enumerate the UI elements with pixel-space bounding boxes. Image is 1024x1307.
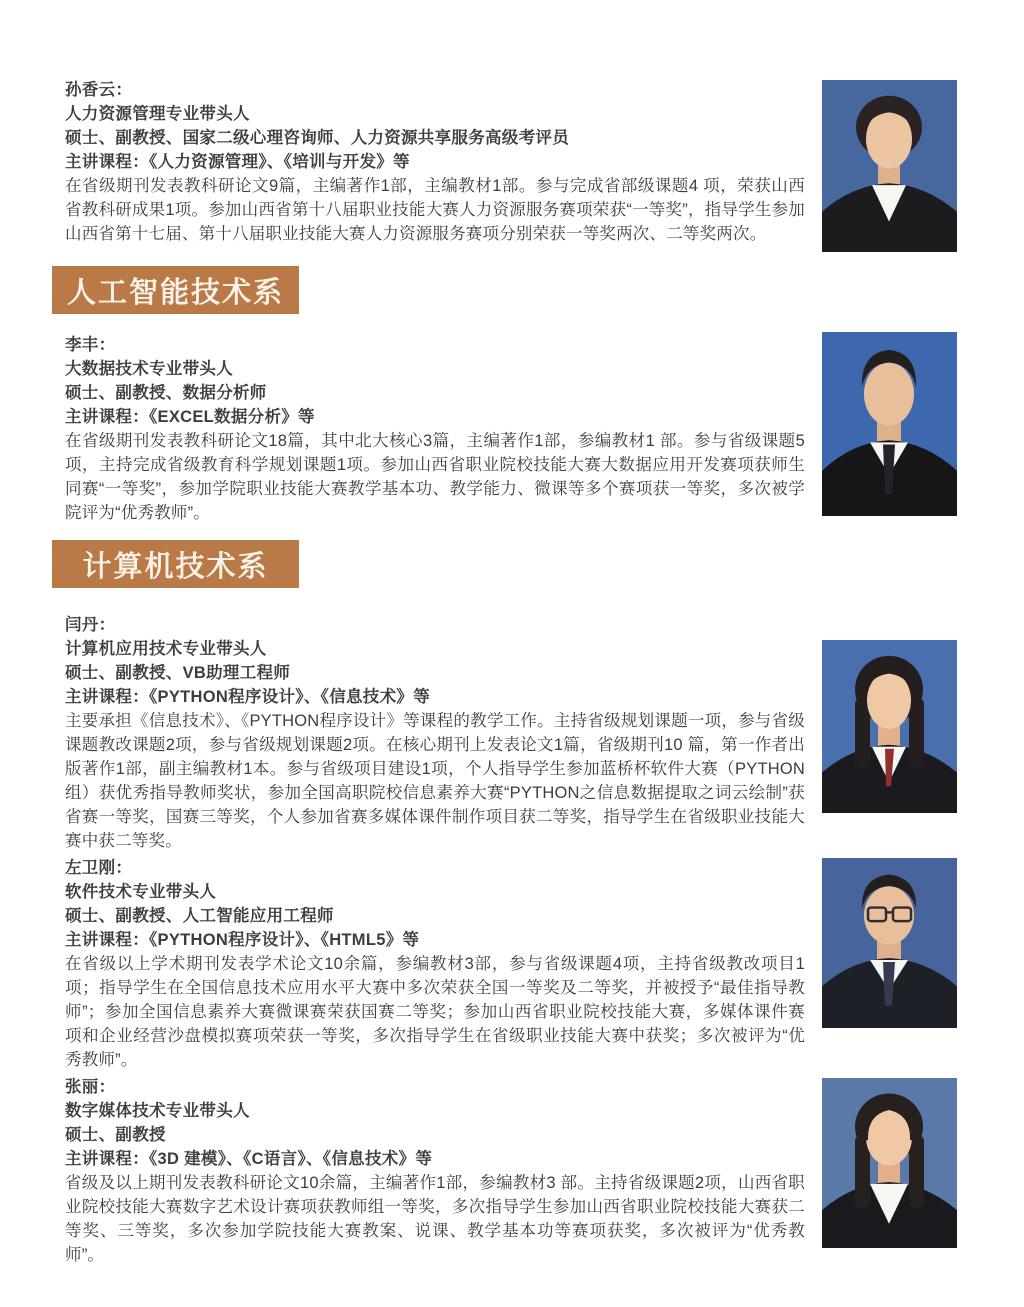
portrait-photo-zhang-li <box>822 1078 957 1248</box>
profile-name: 张丽： <box>65 1078 116 1096</box>
profile-sun-xiangyun <box>65 78 805 246</box>
man-portrait-icon <box>822 332 957 516</box>
profile-name: 孙香云： <box>65 81 133 99</box>
profile-courses: 主讲课程：《3D 建模》、《C语言》、《信息技术》等 <box>65 1150 433 1168</box>
profile-bio: 在省级期刊发表教科研论文9篇，主编著作1部，主编教材1部。参与完成省部级课题4 项，荣获山西省教科研成果1项。参加山西省第十八届职业技能大赛人力资源服务赛项荣获“一等奖”，指导学生参加山西省第十七届、第十八届职业技能大赛人力资源服务赛项分别荣获一等奖两次、二等奖两次。 <box>65 177 805 243</box>
profile-credentials: 硕士、副教授、国家二级心理咨询师、人力资源共享服务高级考评员 <box>65 129 569 147</box>
profile-credentials: 硕士、副教授、VB助理工程师 <box>65 664 291 682</box>
profile-title: 计算机应用技术专业带头人 <box>65 640 267 658</box>
profile-credentials: 硕士、副教授 <box>65 1126 166 1144</box>
section-header-label: 计算机技术系 <box>82 550 269 583</box>
profile-yan-dan <box>65 613 805 853</box>
profile-bio: 在省级期刊发表教科研论文18篇，其中北大核心3篇，主编著作1部，参编教材1 部。参与省级课题5项，主持完成省级教育科学规划课题1项。参加山西省职业院校技能大赛大数据应用开发赛项获师生同赛“一等奖”，参加学院职业技能大赛教学基本功、教学能力、微课等多个赛项获一等奖，多次被学院评为“优秀教师”。 <box>65 432 805 522</box>
woman-portrait-icon <box>822 1078 957 1248</box>
profile-zuo-weigang <box>65 856 805 1072</box>
woman-portrait-icon <box>822 80 957 252</box>
profile-title: 大数据技术专业带头人 <box>65 360 233 378</box>
profile-bio: 省级及以上期刊发表教科研论文10余篇，主编著作1部，参编教材3 部。主持省级课题2项，山西省职业院校技能大赛数字艺术设计赛项获教师组一等奖，多次指导学生参加山西省职业院校技能大赛获二等奖、三等奖，多次参加学院技能大赛教案、说课、教学基本功等赛项获奖，多次被评为“优秀教师”。 <box>65 1174 805 1264</box>
profile-courses: 主讲课程：《EXCEL数据分析》等 <box>65 408 315 426</box>
profile-title: 软件技术专业带头人 <box>65 883 217 901</box>
portrait-photo-zuo-weigang <box>822 858 957 1028</box>
portrait-photo-yan-dan <box>822 640 957 813</box>
profile-credentials: 硕士、副教授、数据分析师 <box>65 384 267 402</box>
profile-name: 闫丹： <box>65 616 116 634</box>
section-header-ai-technology <box>52 266 299 314</box>
profile-bio: 主要承担《信息技术》、《PYTHON程序设计》等课程的教学工作。主持省级规划课题一项，参与省级课题教改课题2项，参与省级规划课题2项。在核心期刊上发表论文1篇，省级期刊10 篇，第一作者出版著作1部，副主编教材1本。参与省级项目建设1项，个人指导学生参加蓝桥杯软件大赛（PYTHON组）获优秀指导教师奖状，参加全国高职院校信息素养大赛“PYTHON之信息数据提取之词云绘制”获省赛一等奖，国赛三等奖，个人参加省赛多媒体课件制作项目获二等奖，指导学生在省级职业技能大赛中获二等奖。 <box>65 712 805 850</box>
woman-portrait-icon <box>822 640 957 813</box>
profile-title: 人力资源管理专业带头人 <box>65 105 250 123</box>
profile-zhang-li <box>65 1075 805 1267</box>
man-glasses-portrait-icon <box>822 858 957 1028</box>
profile-courses: 主讲课程：《PYTHON程序设计》、《信息技术》等 <box>65 688 431 706</box>
profile-name: 左卫刚： <box>65 859 133 877</box>
profile-title: 数字媒体技术专业带头人 <box>65 1102 250 1120</box>
portrait-photo-li-feng <box>822 332 957 516</box>
profile-bio: 在省级以上学术期刊发表学术论文10余篇，参编教材3部，参与省级课题4项，主持省级教改项目1 项；指导学生在全国信息技术应用水平大赛中多次荣获全国一等奖及二等奖，并被授予“最佳指导教师”；参加全国信息素养大赛微课赛荣获国赛二等奖；参加山西省职业院校技能大赛，多媒体课件赛项和企业经营沙盘模拟赛项荣获一等奖，多次指导学生在省级职业技能大赛中获奖；多次被评为“优秀教师”。 <box>65 955 805 1069</box>
portrait-photo-sun-xiangyun <box>822 80 957 252</box>
section-header-computer-technology <box>52 540 299 588</box>
profile-credentials: 硕士、副教授、人工智能应用工程师 <box>65 907 334 925</box>
profile-courses: 主讲课程：《PYTHON程序设计》、《HTML5》等 <box>65 931 420 949</box>
profile-courses: 主讲课程：《人力资源管理》、《培训与开发》等 <box>65 153 410 171</box>
profile-name: 李丰： <box>65 336 116 354</box>
profile-li-feng <box>65 333 805 525</box>
section-header-label: 人工智能技术系 <box>66 276 284 309</box>
